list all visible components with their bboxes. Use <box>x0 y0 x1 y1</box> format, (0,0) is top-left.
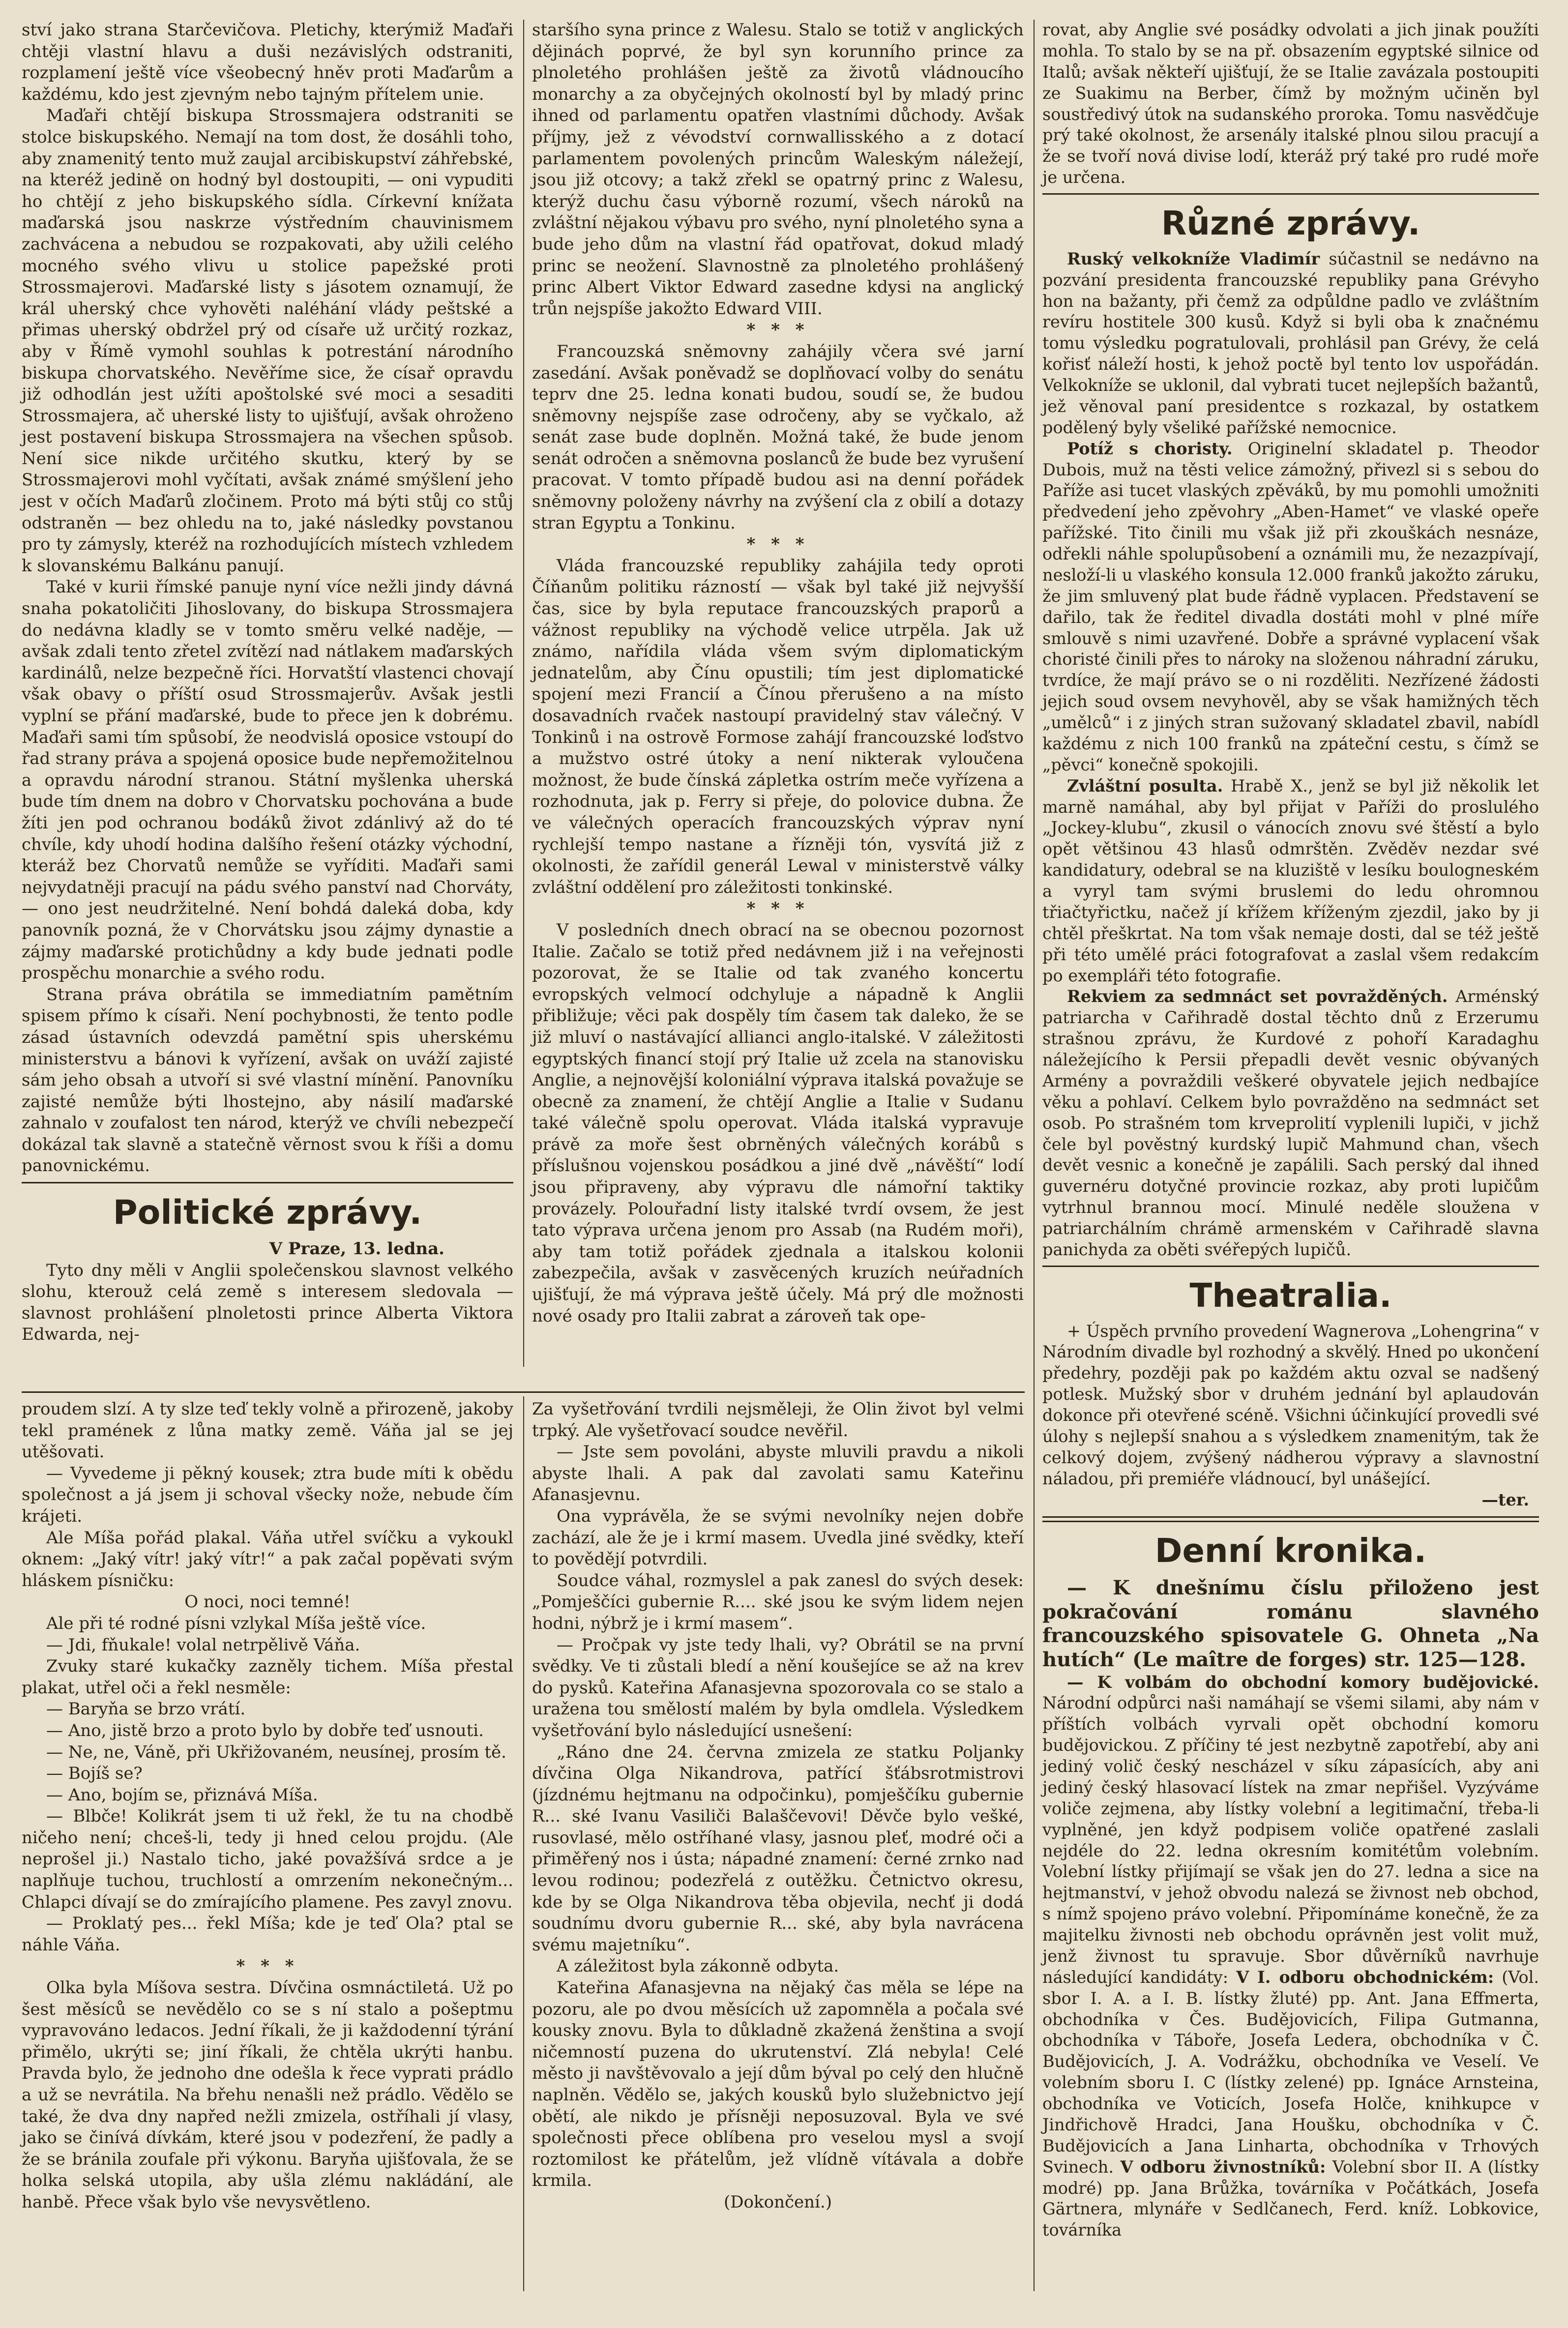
kronika-intro: — K dnešnímu číslu přiloženo jest pokračování románu slavného francouzského spisovatele G. Ohneta „Na hutích“ (Le maître de forges) str. 125—128. <box>1042 1576 1539 1671</box>
kronika-item-lead: — K volbám do obchodní komory budějovické. <box>1067 1672 1539 1692</box>
story-paragraph: Ona vyprávěla, že se svými nevolníky nejen dobře zachází, ale že je i krmí masem. Uvedla jiné svědky, kteří to povědějí potvrdili. <box>532 1506 1024 1569</box>
ruzne-zpravy-heading: Různé zprávy. <box>1161 204 1420 242</box>
article-paragraph: staršího syna prince z Walesu. Stalo se totiž v anglických dějinách poprvé, že byl syn korunního prince za plnoletého prohlášen ještě za životů vládnoucího monarchy a za obyčejných okolností byl by mladý princ ihned od parlamentu opatřen vlastními důchody. Avšak příjmy, jež z vévodství cornwallisského a z dotací parlamentem povolených princům Waleským náležejí, jsou již otcovy; a takž zřekl se opatrný princ z Walesu, kterýž duchu času výborně rozumí, všech nároků na zvláštní nějakou výbavu pro svého, nyní plnoletého syna a bude jeho dům na vlastní řád opatřovat, dokud mladý princ se neožení. Slavnostně za plnoletého prohlášený princ Albert Viktor Edward zasedne kdysi na anglický trůn nejspíše jakožto Edward VIII. <box>532 20 1024 319</box>
kronika-item-text: Národní odpůrci naši namáhají se všemi silami, aby nám v příštích volbách vyrvali opět obchodní komoru budějovickou. Z příčiny té jest nezbytně zapotřebí, aby ani jediný volič český nescházel v síku zápasících, aby ani jediný český hlasovací lístek na zmar nepřišel. Vyzýváme voliče zejmena, aby lístky volební a legitimační, třeba-li vyplněné, jen když podpisem voliče opatřené zaslali nejdéle do 22. ledna okresním komitétům volebním. Volební lístky přijímají se však jen do 27. ledna a sice na hejtmanství, v jehož obvodu nalezá se živnost neb obchod, s nímž spojeno právo volební. Připomínáme konečně, že za majitelku živnosti neb obchodu oprávněn jest volit muž, jenž živnost tu spravuje. Sbor důvěrníků navrhuje následující kandidáty: <box>1042 1693 1539 1987</box>
article-paragraph: Strana práva obrátila se immediatním pamětním spisem přímo k císaři. Není pochybnosti, že tento podle zásad ústavních odevzdá pamětní spis uherskému ministerstvu a bánovi k vyřízení, avšak on uváží zajisté sám jeho obsah a utvoří si své vlastní mínění. Panovníku zajisté nemůže býti lhostejno, aby násilí maďarské zahnalo v zoufalost ten národ, kterýž ve chvíli nebezpečí dokázal tak slavně a statečně věrnost svou k říši a domu panovnickému. <box>22 984 513 1176</box>
upper-column-3 <box>1042 20 1539 2241</box>
story-paragraph: — Blbče! Kolikrát jsem ti už řekl, že tu na chodbě ničeho není; chceš-li, tedy ji hned celou projdu. (Ale neprošel ji.) Nastalo ticho, jaké považšívá srdce a je naplňuje tuchou, truchlostí a omrzením nekonečným... Chlapci dívají se do zmírajícího plamene. Pes zavyl znovu. <box>22 1806 513 1912</box>
news-item <box>1042 986 1539 1260</box>
story-paragraph: — Pročpak vy jste tedy lhali, vy? Obrátil se na první svědky. Ve ti zůstali bledí a nění koušejíce se až na krev do pysků. Kateřina Afanasjevna spozorovala co se stalo a uražena tou smělostí malém by byla omdlela. Výsledkem vyšetřování bylo následující usnešení: <box>532 1635 1024 1740</box>
denni-kronika-heading: Denní kronika. <box>1154 1532 1427 1570</box>
theatralia-text: + Úspěch prvního provedení Wagnerova „Lohengrina“ v Národním divadle byl rozhodný a skvělý. Hned po ukončení předehry, později pak po každém aktu ozval se nadšený potlesk. Mužský sbor v druhém jednání byl aplaudován dokonce při otevřené scéně. Všichni účinkující provedli své úlohy s nejlepší snahou a s výsledkem znamenitým, tak že celkový dojem, zvýšený nádherou výpravy a slavnostní náladou, při premiéře vládnoucí, byl unášející. <box>1042 1321 1539 1488</box>
story-paragraph: — Proklatý pes... řekl Míša; kde je teď Ola? ptal se náhle Váňa. <box>22 1914 513 1955</box>
story-paragraph: — Ne, ne, Váně, při Ukřižovaném, neusínej, prosím tě. <box>46 1742 506 1762</box>
story-paragraph: — Bojíš se? <box>46 1764 143 1784</box>
to-be-continued: (Dokončení.) <box>724 2192 832 2212</box>
news-item-lead: Zvláštní posulta. <box>1067 776 1223 796</box>
politicke-zpravy-heading: Politické zprávy. <box>113 1193 422 1233</box>
story-paragraph: — Jdi, fňukale! volal netrpělivě Váňa. <box>46 1635 360 1655</box>
story-paragraph: Olka byla Míšova sestra. Dívčina osmnáctiletá. Už po šest měsíců se nevědělo co se s ní stalo a pošeptmu vypravováno ledacos. Jední říkali, že ji každodenní týrání přimělo, ukrýti se; jiní říkali, že chtěla ukrýti hanbu. Pravda bylo, že jednoho dne odešla k řece vyprati prádlo a už se nevrátila. Na břehu nenašli než prádlo. Vědělo se také, že dva dny napřed nežli zmizela, ostříhali jí vlasy, jako se činívá dívkám, které jsou v podezření, že padly a že se bránila zoufale při výkonu. Baryňa ujišťovala, že se holka selská utopila, aby ušla zlému nakládání, ale hanbě. Přece však bylo vše nevysvětleno. <box>22 1978 513 2212</box>
article-paragraph: Maďaři chtějí biskupa Strossmajera odstraniti se stolce biskupského. Nemají na tom dost, že dosáhli toho, aby znamenitý tento muž zaujal arcibiskupství záhřebské, na kteréž jedině on hodný byl dostoupiti, — oni vypuditi ho chtějí z jeho biskupského sídla. Církevní knížata maďarská jsou naskrze výstředním chauvinismem zachvácena a nebudou se rozpakovati, aby užili celého mocného svého vlivu u stolice papežské proti Strossmajerovi. Maďarské listy s jásotem oznamují, že král uherský chce vyhověti naléhání vlády peštské a přimas uherský obdržel prý od císaře už určitý rozkaz, aby v Římě vymohl souhlas k potrestání národního biskupa chorvatského. Nevěříme sice, že císař opravdu již odhodlán jest užíti apoštolské své moci a sesaditi Strossmajera, ač uherské listy to ujišťují, avšak ohroženo jest postavení biskupa Strossmajera na všechen spůsob. Není sice nikde určitého skutku, který by se Strossmajerovi mohl vyčítati, avšak známé smýšlení jeho jest v očích Maďarů zločinem. Proto má býti stůj co stůj odstraněn — bez ohledu na to, jaké následky povstanou pro ty zámysly, kteréž na rozhodujících místech vzhledem k slovanskému Balkánu panují. <box>22 106 513 576</box>
column-rule <box>523 1396 524 2291</box>
story-paragraph: Ale při té rodné písni vzlykal Míša ještě více. <box>46 1613 426 1633</box>
news-item-text: Hrabě X., jenž se byl již několik let marně namáhal, aby byl přijat v Paříži do proslulého „Jockey-klubu“, zkusil o vánocích znovu své štěstí a bylo opět většinou 43 hlasů odmrštěn. Zvěděv nezdar své kandidatury, odebral se na kluziště v lesíku boulogneském a vyryl tam svými bruslemi do ledu ohromnou třiačtyřictku, načež jí křížem kříženým zjezdil, jako by ji chtěl přeškrtat. Na tom však nemaje dosti, dal se též ještě při této umělé práci fotografovat a zaslal všem redakcím po exempláři této fotografie. <box>1042 776 1539 985</box>
kronika-sublead: V odboru živnostníků: <box>1120 2157 1326 2177</box>
article-paragraph: Také v kurii římské panuje nyní více nežli jindy dávná snaha pokatoličiti Jihoslovany, do biskupa Strossmajera do nedávna kladly se v tomto směru velké naděje, — avšak zdali tento zřetel zvítězí nad nátlakem maďarských kardinálů, nelze bezpečně říci. Horvatští vlastenci chovají však obavy o příští osud Strossmajerův. Avšak jestli vyplní se přání maďarské, bude to přece jen k dobrému. Maďaři sami tím spůsobí, že neodvislá oposice vstoupí do řad strany práva a spojená oposice bude nepřemožitelnou a opravdu národní stranou. Státní myšlenka uherská bude tím dnem na dobro v Chorvatsku pochována a bude žíti jen pod ochranou bodáků život zdánlivý až do té chvíle, kdy uhodí hodina dalšího řešení otázky východní, kteráž bez Chorvatů nemůže se vyříditi. Maďaři sami nejvydatněji pracují na pádu svého panství nad Chorváty, — ono jest neudržitelné. Není bohdá daleká doba, kdy panovník pozná, že v Chorvátsku jsou zájmy dynastie a zájmy maďarské protichůdny a kdy bude jednati podle prospěchu monarchie a svého rodu. <box>22 577 513 983</box>
story-paragraph: „Ráno dne 24. června zmizela ze statku Poljanky dívčina Olga Nikandrova, patřící šťábsrotmistrovi (jízdnému hejtmanu na odpočinku), pomješčíku gubernie R... ské Ivanu Vasiliči Balaščevovi! Děvče bylo vešké, rusovlasé, mělo ostříhané vlasy, jasnou pleť, modré oči a přiměřený nos i ústa; nápadné znamení: černé zrnko nad levou rodinou; podezřelá z outěžku. Četnictvo okresu, kde by se Olga Nikandrova těba objevila, nechť ji dodá soudnímu dvoru gubernie R... ské, aby byla navrácena svému majetníku“. <box>532 1742 1024 1955</box>
section-separator: * * * <box>746 534 809 555</box>
section-separator: * * * <box>746 899 809 919</box>
upper-column-1 <box>22 20 513 1346</box>
section-divider <box>1042 193 1539 195</box>
news-item-text: Originelní skladatel p. Theodor Dubois, muž na těsti velice zámožný, přivezl si s sebou do Paříže asi tucet vlaských zpěváků, by mu pomohli umožniti předvedení jeho zpěvohry „Aben-Hamet“ ve vlaské opeře pařížské. Tito činili mu však již při zkouškách nesnáze, odřekli náhle spolupůsobení a oznámili mu, že nezazpívají, nesloží-li u vlaského konsula 12.000 franků jakožto záruku, že jim smluvený plat bude řádně vyplacen. Představení se dařilo, tak že ředitel divadla dostáti mohl v plné míře smlouvě s nimi uzavřené. Dobře a správné vyplacení však choristé činili přes to nároky na složenou náhradní záruku, tvrdíce, že mají právo se o ni rozděliti. Nezřízené žádosti jejich soud ovsem nevyhověl, aby se však hamižných těch „umělců“ i z jiných stran sužovaný skladatel zbavil, nabídl každému z nich 100 franků na zpáteční cestu, s čímž se „pěvci“ konečně spokojili. <box>1042 439 1539 774</box>
section-separator: * * * <box>236 1956 299 1976</box>
upper-column-2 <box>532 20 1024 1327</box>
author-sign: —ter. <box>1481 1490 1529 1509</box>
news-item <box>1042 439 1539 776</box>
news-item <box>1042 249 1539 439</box>
feuilleton-column-1 <box>22 1399 513 2213</box>
story-paragraph: Soudce váhal, rozmyslel a pak zanesl do svých desek: „Pomješčíci gubernie R.... ské jsou ke svým lidem nejen hodni, nýbrž je i krmí masem“. <box>532 1570 1024 1633</box>
article-paragraph: V posledních dnech obrací na se obecnou pozornost Italie. Začalo se totiž před nedávnem již i na veřejnosti pozorovat, že se Italie od tak zvaného koncertu evropských velmocí odchyluje a nápadně k Anglii přibližuje; věci pak dospěly tím časem tak daleko, že se již mluví o nastávající allianci anglo-italské. V záležitosti egyptských financí stojí prý Italie už zcela na stanovisku Anglie, a nejnovější koloniální výprava italská považuje se obecně za znamení, že chtějí Anglie a Italie v Sudanu také válečně spolu operovat. Vláda italská vypravuje právě za moře šest obrněných válečných korábů s příslušnou vojenskou posádkou a jiné dvě „návěští“ lodí jsou připraveny, aby výpravu dle námořní taktiky provázely. Polouřadní listy italské tvrdí ovsem, že jest tato výprava určena jenom pro Assab (na Rudém moři), aby tam totiž pořádek zjednala a italskou kolonii zabezpečila, avšak v zasvěcených kruzích neúřadních ujišťují, že má výprava ještě účely. Má prý dle možnosti nové osady pro Italii zabrat a zároveň tak ope- <box>532 920 1024 1326</box>
story-paragraph: Kateřina Afanasjevna na nějaký čas měla se lépe na pozoru, ale po dvou měsících už zapomněla a počala své kousky znovu. Byla to důkladně zkažená ženština a svojí ničemností puzena do ukrutenství. Zlá nebyla! Celé město ji navštěvovalo a její dům býval po celý den hlučně naplněn. Vědělo se, jakých kousků bylo služebnictvo její obětí, ale nikdo je přísněji neposuzoval. Byla ve své společnosti přece oblíbena pro veselou mysl a svojí roztomilost ke přátelům, jež vlídně vítávala a dobře krmila. <box>532 1978 1024 2191</box>
article-paragraph: Tyto dny měli v Anglii společenskou slavnost velkého slohu, kterouž celá země s interesem sledovala — slavnost prohlášení plnoletosti prince Alberta Viktora Edwarda, nej- <box>22 1260 513 1345</box>
story-paragraph: — Ano, jistě brzo a proto bylo by dobře teď usnouti. <box>46 1720 484 1740</box>
story-paragraph: — Ano, bojím se, přiznává Míša. <box>46 1785 318 1805</box>
column-rule <box>1034 20 1035 2291</box>
article-paragraph: Francouzská sněmovny zahájily včera své jarní zasedání. Avšak poněvadž se doplňovací volby do senátu teprv dne 25. ledna konati budou, soudí se, že budou sněmovny nejspíše zase odročeny, aby se vyčkalo, až senát zase bude doplněn. Možná také, že bude jenom senát odročen a sněmovna poslanců že bude bez vyrušení pracovat. V tomto případě budou asi na denní pořádek sněmovny položeny návrhy na zvýšení cla z obilí a dotazy stran Egyptu a Tonkinu. <box>532 341 1024 533</box>
kronika-sublead: V I. odboru obchodnickém: <box>1236 1967 1494 1987</box>
story-paragraph: Zvuky staré kukačky zazněly tichem. Míša přestal plakat, utřel oči a řekl nesměle: <box>22 1656 513 1698</box>
news-item-lead: Ruský velkokníže Vladimír <box>1067 249 1320 268</box>
story-paragraph: — Jste sem povoláni, abyste mluvili pravdu a nikoli abyste lhali. A pak dal zavolati samu Kateřinu Afanasjevnu. <box>532 1442 1024 1505</box>
story-paragraph: A záležitost byla zákonně odbyta. <box>557 1956 839 1976</box>
article-paragraph: rovat, aby Anglie své posádky odvolati a jich jinak použíti mohla. To stalo by se na př. obsazením egyptské silnice od Italů; avšak někteří ujišťují, že se Italie zavázala postoupiti ze Suakimu na Berber, čímž by možným učiněn byl soustředivý útok na sudanského proroka. Tomu nasvědčuje prý také okolnost, že arsenály italské plnou silou pracují a že se tvoří nová divise lodí, kteráž prý také pro rudé moře je určena. <box>1042 20 1539 187</box>
news-item-text: Arménský patriarcha v Cařihradě dostal těchto dnů z Erzerumu strašnou zprávu, že Kurdové z pohoří Karadaghu náležejícího k Persii přepadli devět vesnic obývaných Armény a povraždili veškeré obyvatele jejich nedbajíce věku a pohlaví. Celkem bylo povražděno na sedmnáct set osob. Po strašném tom krveprolití vyplenili lupiči, v jichž čele byl pověstný kurdský lupič Mahmund chan, všech devět vesnic a konečně je zapálili. Sach perský dal ihned guvernéru dotyčné provincie rozkaz, aby proti lupičům vytrhnul brannou mocí. Minulé neděle sloužena v patriarchálním chrámě armenském v Cařihradě slavna panichyda za oběti svéřepých lupičů. <box>1042 987 1539 1259</box>
section-divider-double <box>1042 1516 1539 1522</box>
story-paragraph: — Vyvedeme ji pěkný kousek; ztra bude míti k obědu společnost a já jsem ji schoval všecky nože, nebude čím krájeti. <box>22 1463 513 1526</box>
section-separator: * * * <box>746 320 809 340</box>
kronika-item <box>1042 1672 1539 2241</box>
story-song-line: O noci, noci temné! <box>184 1592 351 1612</box>
feuilleton-rule <box>22 1391 1025 1393</box>
article-paragraph: Vláda francouzské republiky zahájila tedy oproti Číňanům politiku rázností — však byl také již nejvyšší čas, sice by byla reputace francouzských praporů a vážnost republiky na východě velice utrpěla. Jak už známo, nařídila vláda všem svým diplomatickým jednatelům, aby Čínu opustili; tím jest diplomatické spojení mezi Francií a Čínou přerušeno a na místo dosavadních rvaček nastoupí pravidelný stav válečný. V Tonkinů i na ostrově Formose zahájí francouzské loďstvo a mužstvo ostré útoky a není nikterak vyloučena možnost, že bude čínská zápletka ostrím meče vyřízena a rozhodnuta, jak p. Ferry si přeje, do polovice dubna. Že ve válečných operacích francouzských výprav nyní rychlejší tempo nastane a řízněji tón, vysvítá již z okolnosti, že zařídil generál Lewal v ministerstvě války zvláštní oddělení pro záležitosti tonkinské. <box>532 556 1024 897</box>
story-paragraph: Za vyšetřování tvrdili nejsměleji, že Olin život byl velmi trpký. Ale vyšetřovací soudce nevěřil. <box>532 1399 1024 1441</box>
news-item-lead: Rekviem za sedmnáct set povražděných. <box>1067 987 1448 1006</box>
section-divider <box>1042 1266 1539 1267</box>
theatralia-heading: Theatralia. <box>1189 1276 1392 1315</box>
kronika-item-text: Volební sbor II. A (lístky modré) pp. Jana Brůžka, továrníka v Počátkách, Josefa Gärtnera, mlynáře v Sedlčanech, Ferd. kníž. Lobkovice, továrníka <box>1042 2157 1539 2240</box>
feuilleton-column-2 <box>532 1399 1024 2213</box>
story-paragraph: — Baryňa se brzo vrátí. <box>46 1699 246 1719</box>
story-paragraph: Ale Míša pořád plakal. Váňa utřel svíčku a vykoukl oknem: „Jaký vítr! jaký vítr!“ a pak začal popěvati svým hláskem písničku: <box>22 1528 513 1591</box>
news-item-lead: Potíž s choristy. <box>1067 439 1233 458</box>
news-item <box>1042 776 1539 987</box>
story-paragraph: proudem slzí. A ty slze teď tekly volně a přirozeně, jakoby tekl pramének z lůna matky země. Váňa jal se jej utěšovati. <box>22 1399 513 1462</box>
column-rule <box>523 20 524 1367</box>
article-paragraph: ství jako strana Starčevičova. Pletichy, kterýmiž Maďaři chtěji vlastní hlavu a duši nezávislých odstraniti, rozplamení ještě více všeobecný hněv proti Maďarům a každému, kdo jest zjevným nebo tajným přítelem unie. <box>22 20 513 104</box>
kronika-item-text: (Vol. sbor I. A. a I. B. lístky žluté) pp. Ant. Jana Effmerta, obchodníka v Čes. Budějovicích, Filipa Gutmanna, obchodníka v Táboře, Josefa Ledera, obchodníka v Č. Budějovicích, J. A. Vodrážku, obchodníka ve Veselí. Ve volebním sboru I. C (lístky zelené) pp. Ignáce Arnsteina, obchodníka ve Voticích, Josefa Holče, knihkupce v Jindřichově Hradci, Jana Houšku, obchodníka v Č. Budějovicích a Jana Linharta, obchodníka v Trhových Svinech. <box>1042 1967 1539 2177</box>
section-divider <box>22 1182 513 1183</box>
dateline: V Praze, 13. ledna. <box>269 1239 444 1259</box>
news-item-text: súčastnil se nedávno na pozvání presidenta francouzské republiky pana Grévyho hon na bažanty, při čemž za odpůldne padlo ve zvláštním revíru hostitele 300 kusů. Když si byli oba k značnému tomu výsledku pogratulovali, prohlásil pan Grévy, že celá kořisť náleží hosti, k jehož poctě byl tento lov uspořádán. Velkokníže se uklonil, dal vybrati tucet nejlepších bažantů, jež věnoval paní presidentce s rozkazal, by ostatkem podělený byly všeliké pařížské nemocnice. <box>1042 249 1539 437</box>
